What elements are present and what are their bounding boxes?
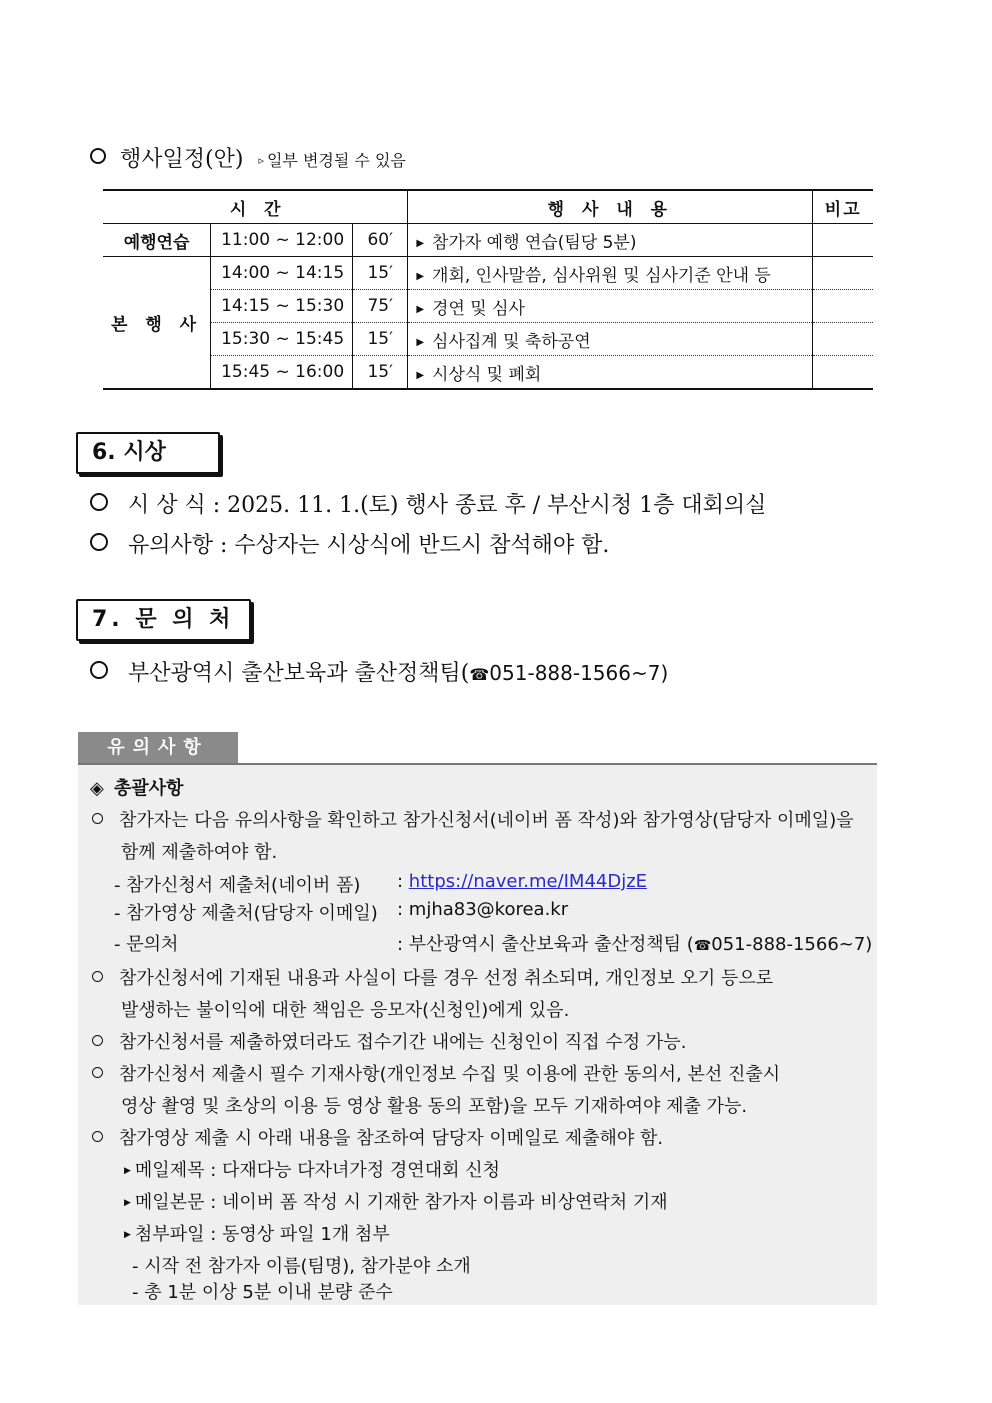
group-main: 본 행 사: [103, 257, 211, 390]
remark-cell: [813, 224, 873, 257]
notice-item-3: 참가신청서를 제출하였더라도 접수기간 내에는 신청인이 직접 수정 가능.: [92, 1028, 686, 1054]
duration-cell: 15′: [353, 356, 408, 390]
circle-bullet-icon: [92, 1067, 103, 1078]
notice-item-1: 참가자는 다음 유의사항을 확인하고 참가신청서(네이버 폼 작성)와 참가영상(담당자 이메일)을: [92, 806, 854, 832]
time-cell: 14:15 ~ 15:30: [211, 290, 353, 323]
sub-item-mail-title: ▶ 메일제목 : 다재다능 다자녀가정 경연대회 신청: [124, 1160, 500, 1181]
notice-item-5: 참가영상 제출 시 아래 내용을 참조하여 담당자 이메일로 제출해야 함.: [92, 1124, 663, 1150]
content-cell: ▶ 개회, 인사말씀, 심사위원 및 심사기준 안내 등: [408, 257, 813, 290]
circle-bullet-icon: [92, 1035, 103, 1046]
detail-email-label: - 참가영상 제출처(담당자 이메일): [114, 903, 378, 924]
triangle-icon: ▶: [416, 303, 425, 315]
phone-icon: ☎: [469, 665, 490, 684]
section-contact-title: 7. 문 의 처: [76, 599, 251, 641]
col-remark-header: 비고: [813, 190, 873, 224]
content-cell: ▶ 시상식 및 폐회: [408, 356, 813, 390]
summary-heading: ◈ 총괄사항: [90, 778, 184, 799]
sub-item-attachment-b: - 총 1분 이상 5분 이내 분량 준수: [132, 1282, 393, 1303]
circle-bullet-icon: [90, 533, 108, 551]
table-row: [103, 356, 873, 390]
time-cell: 15:45 ~ 16:00: [211, 356, 353, 390]
triangle-icon: ▶: [416, 237, 425, 249]
circle-bullet-icon: [92, 971, 103, 982]
remark-cell: [813, 323, 873, 356]
circle-bullet-icon: [92, 813, 103, 824]
duration-cell: 60′: [353, 224, 408, 257]
sub-item-attachment-a: - 시작 전 참가자 이름(팀명), 참가분야 소개: [132, 1256, 471, 1277]
contact-line: 부산광역시 출산보육과 출산정책팀(☎051-888-1566~7): [90, 656, 668, 687]
schedule-title: 행사일정(안): [120, 147, 244, 172]
table-row: [103, 323, 873, 356]
notice-item-2-cont: 발생하는 불이익에 대한 책임은 응모자(신청인)에게 있음.: [121, 1000, 570, 1021]
circle-bullet-icon: [92, 1131, 103, 1142]
award-ceremony-line: 시 상 식 : 2025. 11. 1.(토) 행사 종료 후 / 부산시청 1층 대회의실: [90, 488, 766, 519]
duration-cell: 15′: [353, 323, 408, 356]
time-cell: 14:00 ~ 14:15: [211, 257, 353, 290]
detail-contact-label: - 문의처: [114, 934, 179, 955]
detail-email-value: : mjha83@korea.kr: [397, 899, 569, 920]
content-cell: ▶ 참가자 예행 연습(팀당 5분): [408, 224, 813, 257]
schedule-note: ▹ 일부 변경될 수 있음: [258, 151, 406, 170]
content-cell: ▶ 심사집계 및 축하공연: [408, 323, 813, 356]
detail-form-value: : https://naver.me/IM44DjzE: [397, 871, 648, 892]
award-caution-line: 유의사항 : 수상자는 시상식에 반드시 참석해야 함.: [90, 528, 609, 559]
table-row: [103, 257, 873, 290]
phone-icon: ☎: [693, 938, 712, 954]
section-award-title: 6. 시상: [76, 432, 220, 474]
circle-bullet-icon: [90, 493, 108, 511]
col-time-header: 시 간: [103, 190, 408, 224]
time-cell: 11:00 ~ 12:00: [211, 224, 353, 257]
triangle-icon: ▹: [258, 154, 264, 167]
table-header-row: [103, 190, 873, 224]
sub-item-attachment: ▶ 첨부파일 : 동영상 파일 1개 첨부: [124, 1224, 390, 1245]
remark-cell: [813, 257, 873, 290]
content-cell: ▶ 경연 및 심사: [408, 290, 813, 323]
form-link[interactable]: https://naver.me/IM44DjzE: [408, 871, 648, 892]
diamond-bullet-icon: ◈: [90, 778, 104, 799]
schedule-table: [103, 189, 873, 390]
circle-bullet-icon: [90, 148, 106, 164]
detail-contact-value: : 부산광역시 출산보육과 출산정책팀 (☎051-888-1566~7): [397, 934, 873, 955]
notice-item-4-cont: 영상 촬영 및 초상의 이용 등 영상 활용 동의 포함)을 모두 기재하여야 제출 가능.: [121, 1096, 748, 1117]
duration-cell: 75′: [353, 290, 408, 323]
triangle-icon: ▶: [124, 1166, 131, 1176]
notice-item-4: 참가신청서 제출시 필수 기재사항(개인정보 수집 및 이용에 관한 동의서, 본선 진출시: [92, 1060, 780, 1086]
table-row: [103, 224, 873, 257]
notice-tab: 유의사항: [78, 732, 238, 764]
triangle-icon: ▶: [416, 369, 425, 381]
remark-cell: [813, 356, 873, 390]
duration-cell: 15′: [353, 257, 408, 290]
triangle-icon: ▶: [124, 1198, 131, 1208]
triangle-icon: ▶: [124, 1230, 131, 1240]
time-cell: 15:30 ~ 15:45: [211, 323, 353, 356]
group-rehearsal: 예행연습: [103, 224, 211, 257]
triangle-icon: ▶: [416, 270, 425, 282]
triangle-icon: ▶: [416, 336, 425, 348]
col-content-header: 행 사 내 용: [408, 190, 813, 224]
remark-cell: [813, 290, 873, 323]
detail-form-label: - 참가신청서 제출처(네이버 폼): [114, 875, 361, 896]
circle-bullet-icon: [90, 661, 108, 679]
sub-item-mail-body: ▶ 메일본문 : 네이버 폼 작성 시 기재한 참가자 이름과 비상연락처 기재: [124, 1192, 668, 1213]
notice-item-1-cont: 함께 제출하여야 함.: [121, 842, 278, 863]
schedule-heading: [90, 142, 406, 173]
notice-item-2: 참가신청서에 기재된 내용과 사실이 다를 경우 선정 취소되며, 개인정보 오기 등으로: [92, 964, 773, 990]
table-row: [103, 290, 873, 323]
